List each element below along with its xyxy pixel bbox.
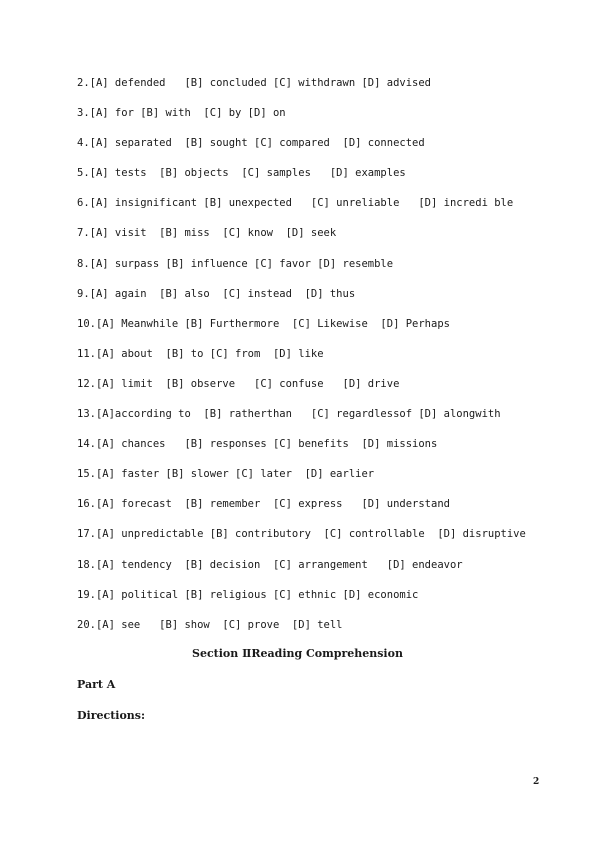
question-2-options: 2.[A] defended [B] concluded [C] withdrawn [D] advised [77,77,432,89]
part-label: Part A [77,678,116,691]
question-12-options: 12.[A] limit [B] observe [C] confuse [D] drive [77,377,400,390]
question-9-options: 9.[A] again [B] also [C] instead [D] thus [77,287,356,300]
question-10-options: 10.[A] Meanwhile [B] Furthermore [C] Likewise [D] Perhaps [77,317,450,330]
question-11-options: 11.[A] about [B] to [C] from [D] like [77,347,324,360]
question-15-options: 15.[A] faster [B] slower [C] later [D] earlier [77,468,375,481]
question-7-options: 7.[A] visit [B] miss [C] know [D] seek [77,227,337,240]
question-6-options: 6.[A] insignificant [B] unexpected [C] unreliable [D] incredi ble [77,197,514,210]
question-4-options: 4.[A] separated [B] sought [C] compared [D] connected [77,137,425,150]
question-20-options: 20.[A] see [B] show [C] prove [D] tell [77,618,343,631]
question-16-options: 16.[A] forecast [B] remember [C] express [D] understand [77,498,450,511]
question-13-options: 13.[A]according to [B] ratherthan [C] regardlessof [D] alongwith [77,408,501,421]
question-option-list [77,74,557,646]
question-18-options: 18.[A] tendency [B] decision [C] arrangement [D] endeavor [77,558,463,571]
directions-label: Directions: [77,709,146,722]
question-3-options: 3.[A] for [B] with [C] by [D] on [77,107,286,120]
question-5-options: 5.[A] tests [B] objects [C] samples [D] examples [77,167,406,180]
question-19-options: 19.[A] political [B] religious [C] ethnic [D] economic [77,588,419,601]
page-number: 2 [533,777,540,787]
question-8-options: 8.[A] surpass [B] influence [C] favor [D] resemble [77,257,394,270]
question-17-options: 17.[A] unpredictable [B] contributory [C] controllable [D] disruptive [77,528,526,541]
section-title: Section ⅡReading Comprehension [192,647,403,660]
question-14-options: 14.[A] chances [B] responses [C] benefits [D] missions [77,438,438,451]
